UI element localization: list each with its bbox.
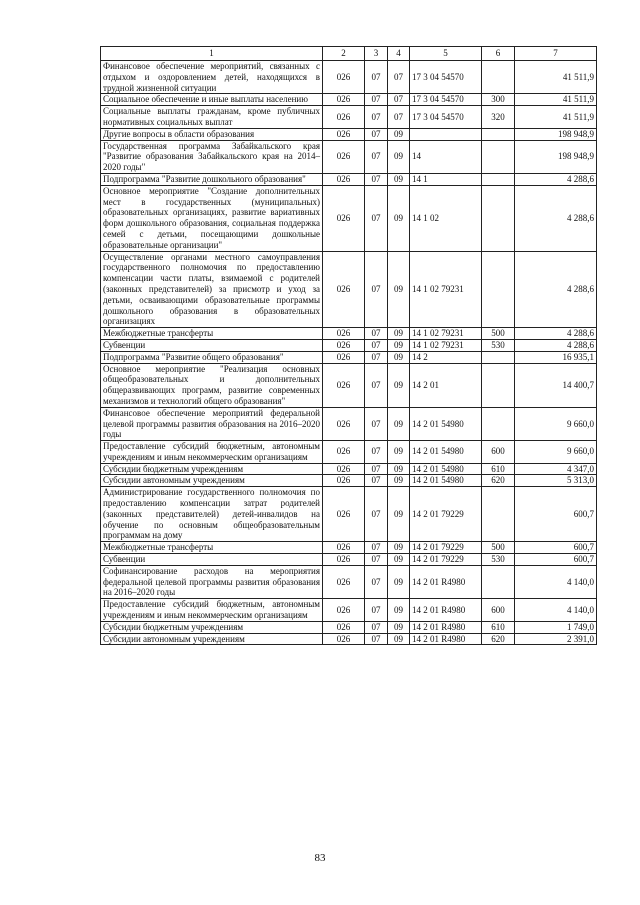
row-section: 07 <box>365 185 388 251</box>
row-section: 07 <box>365 565 388 598</box>
row-name: Субсидии бюджетным учреждениям <box>101 621 323 633</box>
row-code: 026 <box>323 463 365 475</box>
row-expense-type: 620 <box>482 475 515 487</box>
row-target-article: 14 1 02 79231 <box>410 339 482 351</box>
row-subsection: 09 <box>388 185 410 251</box>
row-amount: 4 288,6 <box>515 251 597 328</box>
row-subsection: 09 <box>388 363 410 407</box>
row-name: Предоставление субсидий бюджетным, автономным учреждениям и иным некоммерческим организациям <box>101 599 323 622</box>
row-name: Основное мероприятие "Реализация основных общеобразовательных и дополнительных общеразвивающих программ, развитие современных механизмов и технологий общего образования" <box>101 363 323 407</box>
row-expense-type: 500 <box>482 542 515 554</box>
row-section: 07 <box>365 128 388 140</box>
row-expense-type <box>482 173 515 185</box>
row-section: 07 <box>365 328 388 340</box>
row-name: Другие вопросы в области образования <box>101 128 323 140</box>
row-target-article: 14 1 02 79231 <box>410 328 482 340</box>
row-subsection: 09 <box>388 463 410 475</box>
row-code: 026 <box>323 542 365 554</box>
table-row <box>101 441 597 464</box>
table-row <box>101 339 597 351</box>
row-expense-type <box>482 140 515 173</box>
row-code: 026 <box>323 407 365 440</box>
row-section: 07 <box>365 621 388 633</box>
row-code: 026 <box>323 441 365 464</box>
row-target-article: 17 3 04 54570 <box>410 61 482 94</box>
row-section: 07 <box>365 441 388 464</box>
row-expense-type <box>482 185 515 251</box>
row-code: 026 <box>323 599 365 622</box>
row-code: 026 <box>323 251 365 328</box>
header-col-6: 6 <box>482 47 515 61</box>
header-col-1: 1 <box>101 47 323 61</box>
row-target-article: 14 2 01 54980 <box>410 463 482 475</box>
row-subsection: 09 <box>388 542 410 554</box>
row-code: 026 <box>323 621 365 633</box>
row-amount: 600,7 <box>515 554 597 566</box>
row-name: Межбюджетные трансферты <box>101 542 323 554</box>
row-subsection: 07 <box>388 94 410 106</box>
row-target-article: 14 2 01 79229 <box>410 487 482 542</box>
row-amount: 41 511,9 <box>515 61 597 94</box>
row-target-article: 14 2 01 79229 <box>410 542 482 554</box>
header-row <box>101 47 597 61</box>
header-col-4: 4 <box>388 47 410 61</box>
row-target-article: 14 2 <box>410 351 482 363</box>
row-expense-type: 610 <box>482 621 515 633</box>
table-row <box>101 407 597 440</box>
row-amount: 4 288,6 <box>515 328 597 340</box>
row-amount: 198 948,9 <box>515 140 597 173</box>
row-amount: 41 511,9 <box>515 94 597 106</box>
row-section: 07 <box>365 363 388 407</box>
table-row <box>101 94 597 106</box>
row-expense-type <box>482 487 515 542</box>
row-code: 026 <box>323 173 365 185</box>
row-code: 026 <box>323 94 365 106</box>
table-row <box>101 463 597 475</box>
row-section: 07 <box>365 475 388 487</box>
row-amount: 4 140,0 <box>515 599 597 622</box>
row-amount: 1 749,0 <box>515 621 597 633</box>
row-name: Субвенции <box>101 339 323 351</box>
row-section: 07 <box>365 487 388 542</box>
row-amount: 41 511,9 <box>515 106 597 129</box>
row-code: 026 <box>323 339 365 351</box>
row-target-article: 14 2 01 54980 <box>410 441 482 464</box>
row-name: Подпрограмма "Развитие общего образования" <box>101 351 323 363</box>
row-name: Государственная программа Забайкальского края "Развитие образования Забайкальского края на 2014–2020 годы" <box>101 140 323 173</box>
table-row <box>101 363 597 407</box>
row-subsection: 09 <box>388 621 410 633</box>
row-name: Субсидии автономным учреждениям <box>101 475 323 487</box>
row-section: 07 <box>365 599 388 622</box>
table-row <box>101 633 597 645</box>
row-target-article: 14 2 01 54980 <box>410 407 482 440</box>
row-amount: 4 140,0 <box>515 565 597 598</box>
row-subsection: 09 <box>388 339 410 351</box>
row-expense-type <box>482 128 515 140</box>
row-target-article: 14 2 01 54980 <box>410 475 482 487</box>
row-subsection: 09 <box>388 475 410 487</box>
row-section: 07 <box>365 351 388 363</box>
row-code: 026 <box>323 61 365 94</box>
row-target-article: 14 2 01 R4980 <box>410 565 482 598</box>
row-expense-type: 530 <box>482 339 515 351</box>
budget-table <box>100 46 597 645</box>
page-number: 83 <box>314 852 326 864</box>
row-amount: 4 347,0 <box>515 463 597 475</box>
row-section: 07 <box>365 339 388 351</box>
table-row <box>101 106 597 129</box>
row-amount: 9 660,0 <box>515 407 597 440</box>
row-subsection: 09 <box>388 554 410 566</box>
row-amount: 4 288,6 <box>515 339 597 351</box>
row-amount: 2 391,0 <box>515 633 597 645</box>
row-expense-type: 610 <box>482 463 515 475</box>
row-expense-type: 600 <box>482 599 515 622</box>
row-target-article: 14 1 <box>410 173 482 185</box>
row-amount: 600,7 <box>515 487 597 542</box>
row-subsection: 09 <box>388 140 410 173</box>
table-row <box>101 128 597 140</box>
table-row <box>101 475 597 487</box>
row-code: 026 <box>323 128 365 140</box>
row-code: 026 <box>323 351 365 363</box>
table-row <box>101 599 597 622</box>
row-target-article: 17 3 04 54570 <box>410 106 482 129</box>
row-code: 026 <box>323 487 365 542</box>
row-amount: 14 400,7 <box>515 363 597 407</box>
row-subsection: 09 <box>388 251 410 328</box>
row-expense-type: 620 <box>482 633 515 645</box>
row-subsection: 07 <box>388 106 410 129</box>
table-row <box>101 185 597 251</box>
row-amount: 9 660,0 <box>515 441 597 464</box>
row-subsection: 09 <box>388 565 410 598</box>
row-amount: 5 313,0 <box>515 475 597 487</box>
row-target-article <box>410 128 482 140</box>
row-subsection: 09 <box>388 599 410 622</box>
row-code: 026 <box>323 633 365 645</box>
row-name: Финансовое обеспечение мероприятий федеральной целевой программы развития образования на 2016–2020 годы <box>101 407 323 440</box>
row-target-article: 14 1 02 79231 <box>410 251 482 328</box>
row-expense-type: 500 <box>482 328 515 340</box>
row-name: Основное мероприятие "Создание дополнительных мест в государственных (муниципальных) образовательных организациях, развитие вариативных форм дошкольного образования, социальная поддержка семей с детьми, посещающими дошкольные образовательные организации" <box>101 185 323 251</box>
row-name: Подпрограмма "Развитие дошкольного образования" <box>101 173 323 185</box>
table-row <box>101 173 597 185</box>
row-amount: 16 935,1 <box>515 351 597 363</box>
row-target-article: 14 2 01 R4980 <box>410 621 482 633</box>
row-code: 026 <box>323 363 365 407</box>
header-col-5: 5 <box>410 47 482 61</box>
row-name: Субсидии бюджетным учреждениям <box>101 463 323 475</box>
row-subsection: 09 <box>388 128 410 140</box>
row-target-article: 14 2 01 <box>410 363 482 407</box>
row-subsection: 07 <box>388 61 410 94</box>
row-target-article: 14 1 02 <box>410 185 482 251</box>
row-code: 026 <box>323 106 365 129</box>
row-name: Субвенции <box>101 554 323 566</box>
row-section: 07 <box>365 463 388 475</box>
row-target-article: 14 2 01 79229 <box>410 554 482 566</box>
table-row <box>101 61 597 94</box>
row-subsection: 09 <box>388 487 410 542</box>
row-name: Социальное обеспечение и иные выплаты населению <box>101 94 323 106</box>
row-subsection: 09 <box>388 173 410 185</box>
row-name: Софинансирование расходов на мероприятия федеральной целевой программы развития образования на 2016–2020 годы <box>101 565 323 598</box>
row-amount: 4 288,6 <box>515 173 597 185</box>
row-code: 026 <box>323 475 365 487</box>
row-subsection: 09 <box>388 407 410 440</box>
row-section: 07 <box>365 106 388 129</box>
row-section: 07 <box>365 554 388 566</box>
row-subsection: 09 <box>388 441 410 464</box>
row-code: 026 <box>323 565 365 598</box>
row-target-article: 17 3 04 54570 <box>410 94 482 106</box>
row-section: 07 <box>365 542 388 554</box>
row-expense-type <box>482 565 515 598</box>
row-section: 07 <box>365 633 388 645</box>
row-amount: 198 948,9 <box>515 128 597 140</box>
row-section: 07 <box>365 61 388 94</box>
row-expense-type <box>482 351 515 363</box>
row-amount: 4 288,6 <box>515 185 597 251</box>
row-name: Осуществление органами местного самоуправления государственного полномочия по предоставлению компенсации части платы, взимаемой с родителей (законных представителей) за присмотр и уход за детьми, осваивающими образовательные программы дошкольного образования в образовательных организациях <box>101 251 323 328</box>
row-name: Финансовое обеспечение мероприятий, связанных с отдыхом и оздоровлением детей, находящихся в трудной жизненной ситуации <box>101 61 323 94</box>
header-col-3: 3 <box>365 47 388 61</box>
table-row <box>101 351 597 363</box>
row-subsection: 09 <box>388 633 410 645</box>
row-name: Субсидии автономным учреждениям <box>101 633 323 645</box>
row-expense-type <box>482 407 515 440</box>
table-row <box>101 251 597 328</box>
row-subsection: 09 <box>388 328 410 340</box>
table-body <box>101 61 597 645</box>
header-col-7: 7 <box>515 47 597 61</box>
row-expense-type <box>482 61 515 94</box>
row-name: Межбюджетные трансферты <box>101 328 323 340</box>
row-code: 026 <box>323 140 365 173</box>
row-expense-type: 300 <box>482 94 515 106</box>
row-section: 07 <box>365 94 388 106</box>
row-expense-type: 320 <box>482 106 515 129</box>
table-row <box>101 542 597 554</box>
table-row <box>101 554 597 566</box>
row-code: 026 <box>323 554 365 566</box>
row-expense-type: 530 <box>482 554 515 566</box>
row-expense-type: 600 <box>482 441 515 464</box>
row-section: 07 <box>365 140 388 173</box>
row-name: Администрирование государственного полномочия по предоставлению компенсации затрат родителей (законных представителей) детей-инвалидов на обучение по основным общеобразовательным программам на дому <box>101 487 323 542</box>
table-row <box>101 328 597 340</box>
row-target-article: 14 <box>410 140 482 173</box>
table-row <box>101 565 597 598</box>
row-subsection: 09 <box>388 351 410 363</box>
row-expense-type <box>482 363 515 407</box>
row-target-article: 14 2 01 R4980 <box>410 599 482 622</box>
row-section: 07 <box>365 251 388 328</box>
table-row <box>101 140 597 173</box>
table-row <box>101 621 597 633</box>
row-name: Предоставление субсидий бюджетным, автономным учреждениям и иным некоммерческим организациям <box>101 441 323 464</box>
row-name: Социальные выплаты гражданам, кроме публичных нормативных социальных выплат <box>101 106 323 129</box>
table-row <box>101 487 597 542</box>
row-section: 07 <box>365 407 388 440</box>
row-code: 026 <box>323 185 365 251</box>
row-amount: 600,7 <box>515 542 597 554</box>
row-target-article: 14 2 01 R4980 <box>410 633 482 645</box>
row-section: 07 <box>365 173 388 185</box>
row-code: 026 <box>323 328 365 340</box>
row-expense-type <box>482 251 515 328</box>
header-col-2: 2 <box>323 47 365 61</box>
